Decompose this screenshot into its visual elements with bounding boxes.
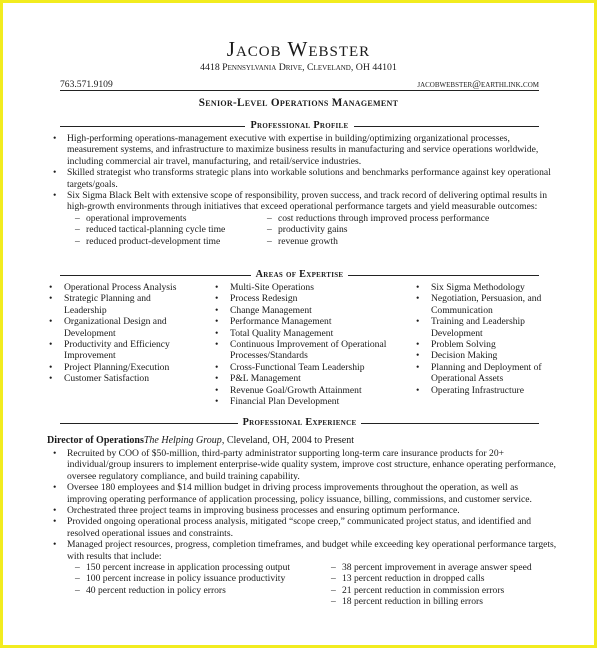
outcomes-left-column [75, 213, 265, 247]
profile-heading-label: Professional Profile [245, 120, 353, 131]
expertise-item: • Customer Satisfaction [47, 373, 183, 384]
job-location-dates: , Cleveland, OH, 2004 to Present [221, 435, 355, 446]
expertise-heading-label: Areas of Expertise [251, 269, 349, 280]
expertise-item: • Financial Plan Development [213, 396, 397, 407]
expertise-section-heading [60, 269, 539, 281]
expertise-item: • Decision Making [414, 350, 559, 361]
expertise-item: • Cross-Functional Team Leadership [213, 362, 397, 373]
experience-bullet: • Orchestrated three project teams in improving business processes and ensuring optimum performance. [47, 505, 559, 516]
email-address: jacobwebster@earthlink.com [417, 79, 539, 90]
result-item: – 18 percent reduction in billing errors [331, 596, 559, 607]
expertise-grid [47, 282, 559, 412]
experience-results [47, 562, 559, 610]
result-item: – 100 percent increase in policy issuance productivity [75, 573, 337, 584]
experience-heading-label: Professional Experience [238, 417, 362, 428]
mailing-address: 4418 Pennsylvania Drive, Cleveland, OH 44101 [200, 62, 397, 73]
experience-bullet: • Recruited by COO of $50-million, third-party administrator supporting long-term care insurance products for 20+ individual/group insurers to implement enterprise-wide quality system, improve cost structure, enhance operating performance, oversee regulatory compliance, and build training capability. [47, 448, 559, 482]
expertise-column-3 [414, 282, 559, 396]
expertise-item: • Multi-Site Operations [213, 282, 397, 293]
expertise-item: • Performance Management [213, 316, 397, 327]
profile-outcomes [47, 213, 559, 248]
expertise-item: • Continuous Improvement of Operational Processes/Standards [213, 339, 397, 362]
experience-bullet: • Provided ongoing operational process analysis, mitigated “scope creep,” communicated project status, and identified and resolved operational issues and constraints. [47, 516, 559, 539]
profile-body [47, 133, 559, 248]
outcome-item: – operational improvements [75, 213, 265, 224]
expertise-item: • Operational Process Analysis [47, 282, 183, 293]
result-item: – 40 percent reduction in policy errors [75, 585, 337, 596]
expertise-item: • Planning and Deployment of Operational Assets [414, 362, 559, 385]
expertise-item: • Operating Infrastructure [414, 385, 559, 396]
experience-body [47, 448, 559, 610]
profile-section-heading [60, 120, 539, 132]
candidate-name: Jacob Webster [226, 37, 371, 61]
expertise-item: • Problem Solving [414, 339, 559, 350]
expertise-item: • Total Quality Management [213, 328, 397, 339]
resume-page [3, 3, 594, 645]
outcome-item: – productivity gains [267, 224, 557, 235]
expertise-column-2 [213, 282, 397, 407]
header-divider [60, 90, 539, 91]
expertise-item: • Productivity and Efficiency Improvement [47, 339, 183, 362]
profile-bullet: • Six Sigma Black Belt with extensive scope of responsibility, proven success, and track record of delivering optimal results in high-growth environments through initiatives that exceed operational performance targets and yield measurable outcomes: [47, 190, 559, 213]
experience-bullet-list [47, 448, 559, 562]
phone-number: 763.571.9109 [60, 79, 113, 90]
expertise-item: • Organizational Design and Development [47, 316, 183, 339]
experience-bullet: • Oversee 180 employees and $14 million budget in driving process improvements throughout the operation, as well as improving operating performance of application processing, policy issuance, billing, commissions, and customer service. [47, 482, 559, 505]
results-right-column [331, 562, 559, 608]
expertise-item: • Strategic Planning and Leadership [47, 293, 183, 316]
experience-section-heading [60, 417, 539, 429]
expertise-item: • Training and Leadership Development [414, 316, 559, 339]
results-left-column [75, 562, 337, 596]
result-item: – 21 percent reduction in commission errors [331, 585, 559, 596]
outcome-item: – reduced tactical-planning cycle time [75, 224, 265, 235]
expertise-item: • Six Sigma Methodology [414, 282, 559, 293]
result-item: – 150 percent increase in application processing output [75, 562, 337, 573]
outcomes-right-column [267, 213, 557, 247]
outcome-item: – cost reductions through improved process performance [267, 213, 557, 224]
company-name: The Helping Group [143, 435, 222, 446]
result-item: – 38 percent improvement in average answer speed [331, 562, 559, 573]
expertise-item: • P&L Management [213, 373, 397, 384]
expertise-item: • Project Planning/Execution [47, 362, 183, 373]
expertise-item: • Process Redesign [213, 293, 397, 304]
outcome-item: – revenue growth [267, 236, 557, 247]
outcome-item: – reduced product-development time [75, 236, 265, 247]
result-item: – 13 percent reduction in dropped calls [331, 573, 559, 584]
job-title: Director of Operations [47, 435, 144, 446]
expertise-item: • Negotiation, Persuasion, and Communication [414, 293, 559, 316]
expertise-item: • Change Management [213, 305, 397, 316]
profile-bullet-list [47, 133, 559, 213]
job-heading [47, 435, 557, 446]
expertise-item: • Revenue Goal/Growth Attainment [213, 385, 397, 396]
expertise-column-1 [47, 282, 183, 385]
profile-bullet: • High-performing operations-management executive with expertise in building/optimizing organizational processes, measurement systems, and infrastructure to maximize business results in manufacturing and service operations worldwide, including commercial air travel, manufacturing, and retail/service industries. [47, 133, 559, 167]
resume-subtitle: Senior-Level Operations Management [198, 97, 399, 109]
profile-bullet: • Skilled strategist who transforms strategic plans into workable solutions and benchmarks performance against key operational targets/goals. [47, 167, 559, 190]
experience-bullet: • Managed project resources, progress, completion timeframes, and budget while exceeding key operational performance targets, with results that include: [47, 539, 559, 562]
